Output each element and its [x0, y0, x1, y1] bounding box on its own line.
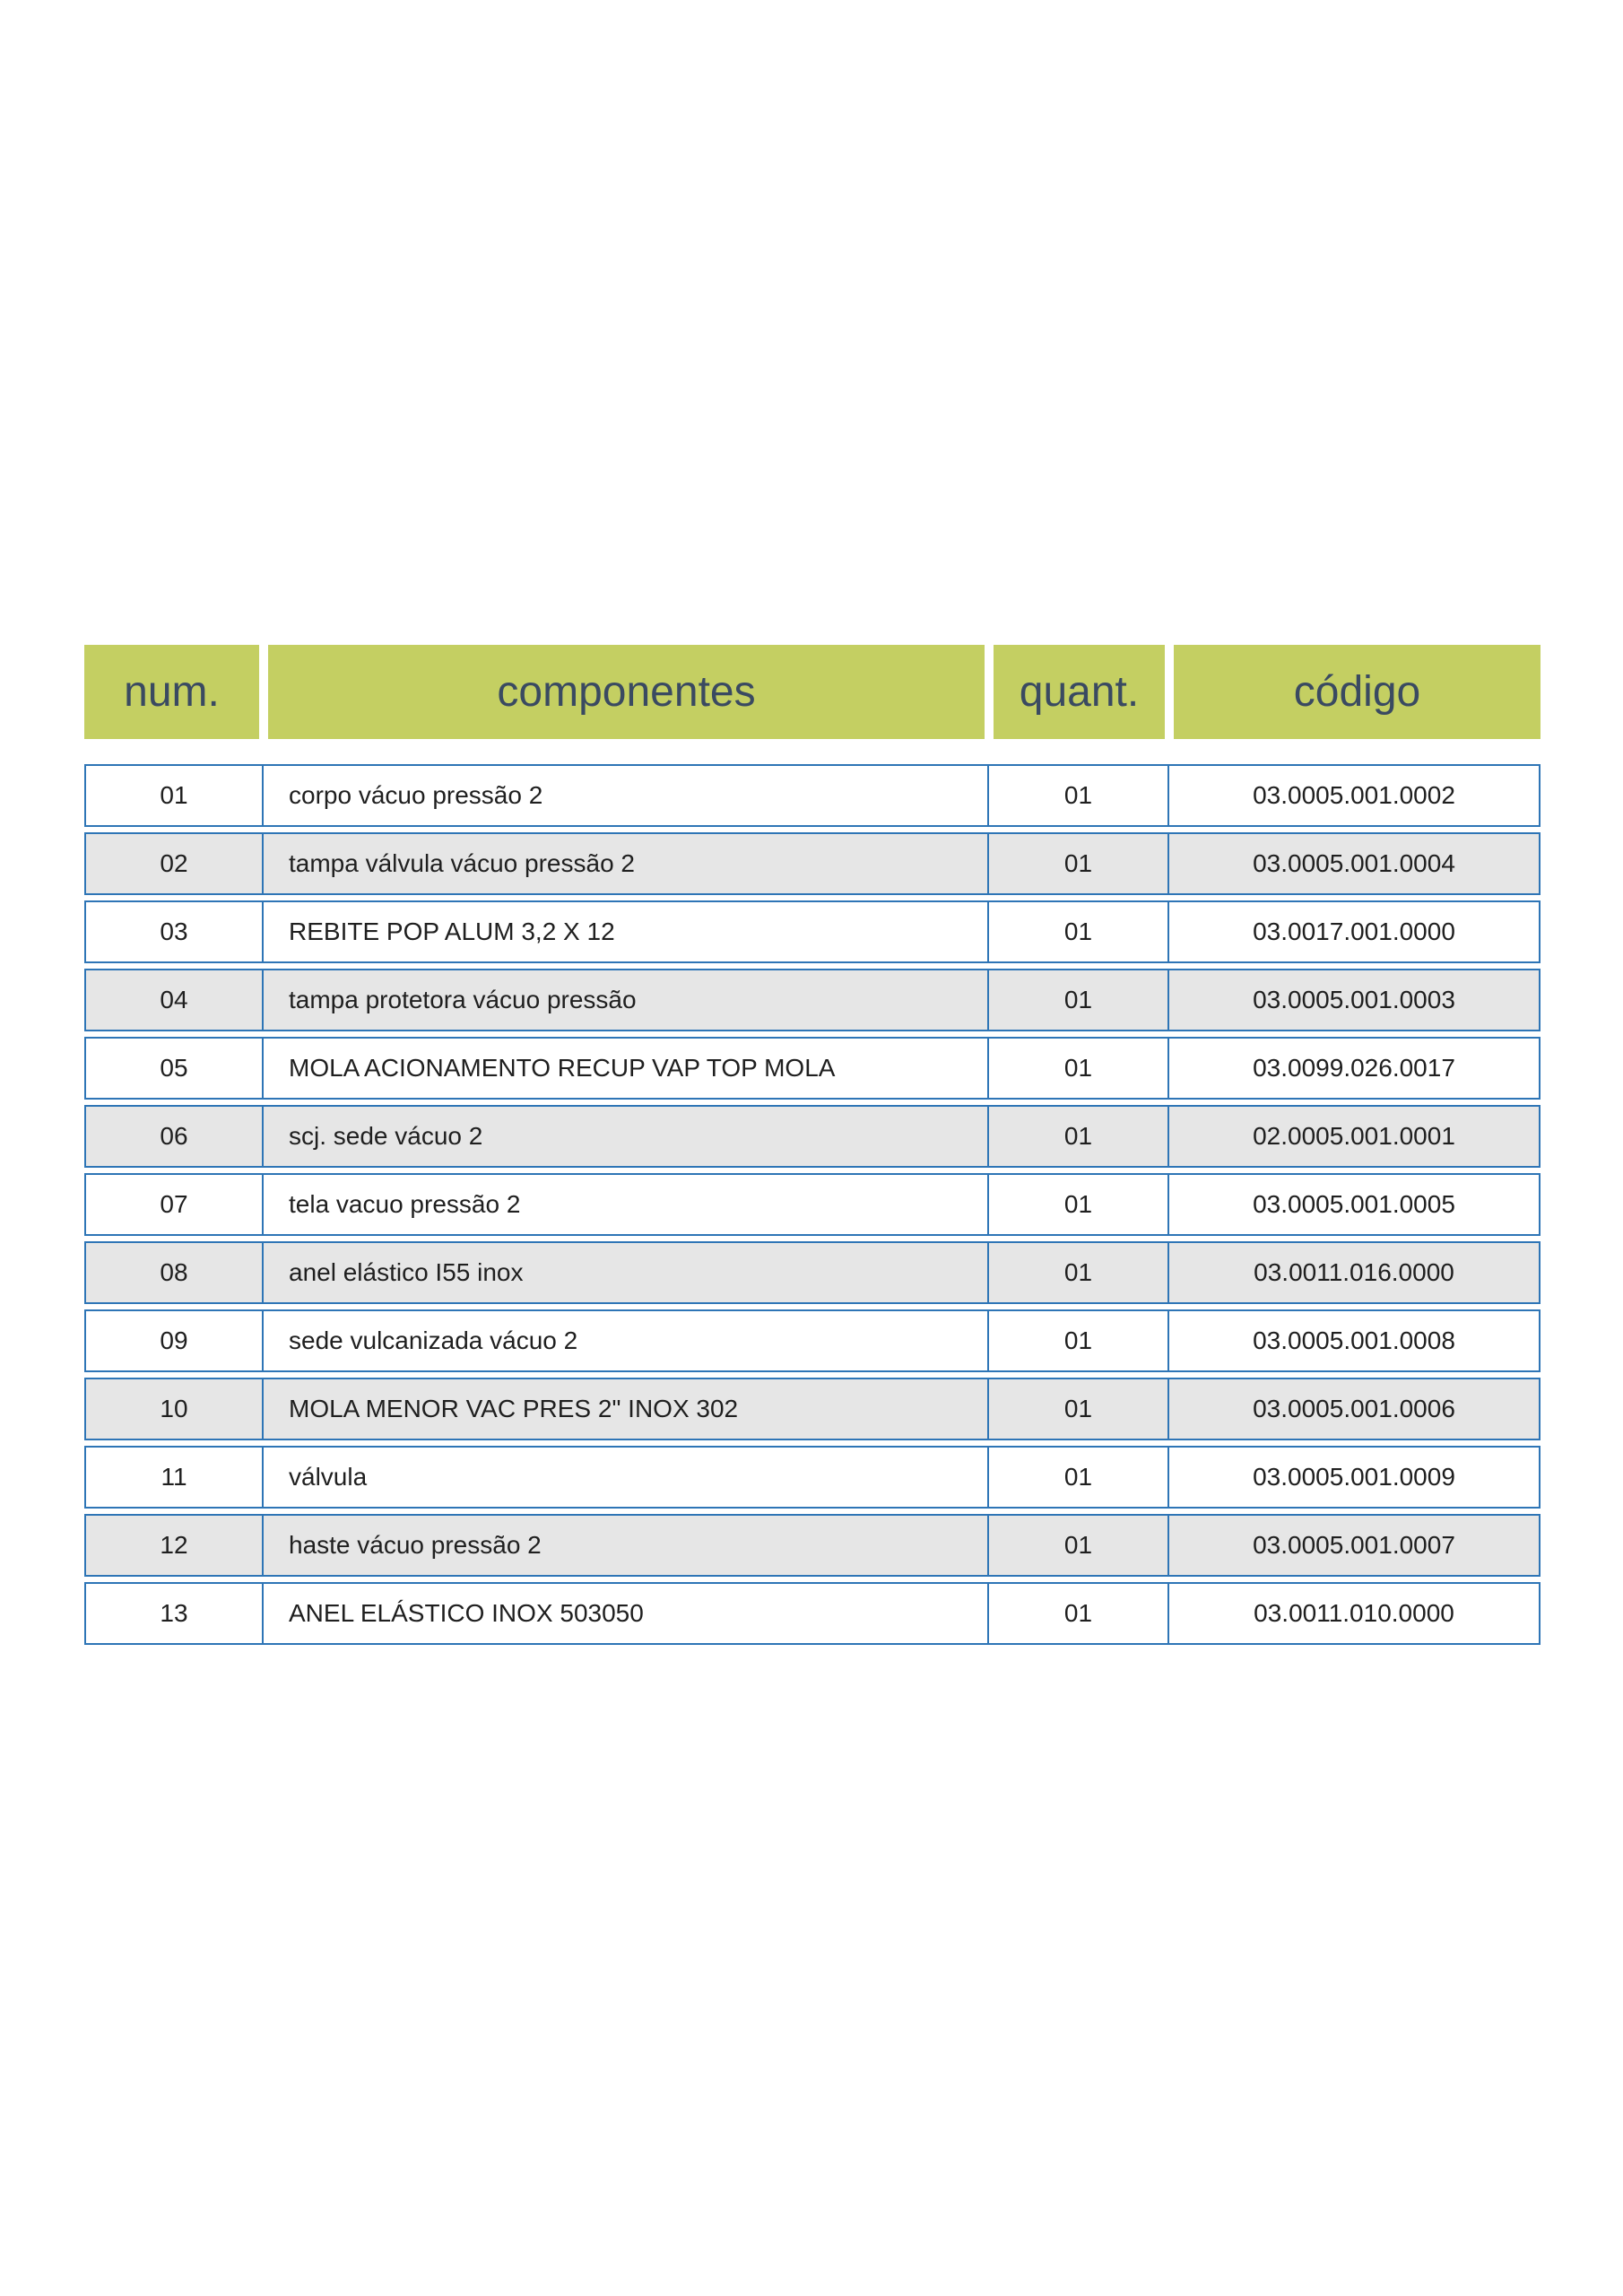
table-row: [84, 1173, 1541, 1236]
cell-num: 08: [86, 1243, 264, 1302]
cell-num: 11: [86, 1448, 264, 1507]
cell-componente: MOLA ACIONAMENTO RECUP VAP TOP MOLA: [264, 1039, 989, 1098]
cell-codigo: 02.0005.001.0001: [1253, 1122, 1455, 1150]
cell-num: 06: [86, 1107, 264, 1166]
cell-quant: 01: [989, 1516, 1169, 1575]
table-row: [84, 900, 1541, 963]
cell-componente: tampa válvula vácuo pressão 2: [264, 834, 989, 893]
cell-num: 04: [86, 970, 264, 1030]
cell-codigo: 03.0017.001.0000: [1253, 918, 1455, 945]
column-header-componentes: componentes: [268, 645, 985, 739]
cell-codigo: 03.0005.001.0003: [1253, 986, 1455, 1013]
cell-num: 07: [86, 1175, 264, 1234]
table-row: [84, 969, 1541, 1031]
cell-quant: 01: [989, 1379, 1169, 1439]
table-row: [84, 832, 1541, 895]
column-header-quant: quant.: [994, 645, 1165, 739]
cell-componente: anel elástico I55 inox: [264, 1243, 989, 1302]
cell-componente: tampa protetora vácuo pressão: [264, 970, 989, 1030]
cell-codigo: 03.0005.001.0005: [1253, 1190, 1455, 1218]
cell-quant: 01: [989, 766, 1169, 825]
table-row: [84, 1105, 1541, 1168]
column-header-num: num.: [84, 645, 259, 739]
cell-componente: haste vácuo pressão 2: [264, 1516, 989, 1575]
cell-quant: 01: [989, 834, 1169, 893]
cell-codigo: 03.0099.026.0017: [1253, 1054, 1455, 1082]
cell-componente: corpo vácuo pressão 2: [264, 766, 989, 825]
cell-componente: scj. sede vácuo 2: [264, 1107, 989, 1166]
cell-quant: 01: [989, 970, 1169, 1030]
cell-codigo: 03.0005.001.0004: [1253, 849, 1455, 877]
table-header-row: [84, 645, 1541, 739]
table-row: [84, 1446, 1541, 1509]
cell-componente: sede vulcanizada vácuo 2: [264, 1311, 989, 1370]
cell-num: 10: [86, 1379, 264, 1439]
cell-componente: REBITE POP ALUM 3,2 X 12: [264, 902, 989, 961]
cell-num: 03: [86, 902, 264, 961]
table-row: [84, 1582, 1541, 1645]
table-row: [84, 1309, 1541, 1372]
cell-quant: 01: [989, 1107, 1169, 1166]
cell-num: 13: [86, 1584, 264, 1643]
table-body: [84, 764, 1541, 1645]
cell-codigo: 03.0011.016.0000: [1254, 1258, 1454, 1286]
cell-num: 09: [86, 1311, 264, 1370]
cell-codigo: 03.0005.001.0008: [1253, 1326, 1455, 1354]
cell-quant: 01: [989, 1243, 1169, 1302]
cell-quant: 01: [989, 902, 1169, 961]
table-row: [84, 1378, 1541, 1440]
cell-quant: 01: [989, 1448, 1169, 1507]
cell-quant: 01: [989, 1584, 1169, 1643]
cell-codigo: 03.0005.001.0009: [1253, 1463, 1455, 1491]
cell-num: 05: [86, 1039, 264, 1098]
cell-codigo: 03.0005.001.0007: [1253, 1531, 1455, 1559]
cell-num: 02: [86, 834, 264, 893]
table-row: [84, 1241, 1541, 1304]
cell-componente: ANEL ELÁSTICO INOX 503050: [264, 1584, 989, 1643]
table-row: [84, 1514, 1541, 1577]
components-parts-table: [84, 645, 1541, 1645]
column-header-codigo: código: [1174, 645, 1541, 739]
cell-quant: 01: [989, 1039, 1169, 1098]
cell-componente: válvula: [264, 1448, 989, 1507]
table-row: [84, 764, 1541, 827]
cell-quant: 01: [989, 1311, 1169, 1370]
cell-componente: tela vacuo pressão 2: [264, 1175, 989, 1234]
cell-num: 12: [86, 1516, 264, 1575]
cell-codigo: 03.0005.001.0002: [1253, 781, 1455, 809]
cell-componente: MOLA MENOR VAC PRES 2" INOX 302: [264, 1379, 989, 1439]
cell-codigo: 03.0005.001.0006: [1253, 1395, 1455, 1422]
cell-quant: 01: [989, 1175, 1169, 1234]
cell-codigo: 03.0011.010.0000: [1254, 1599, 1454, 1627]
cell-num: 01: [86, 766, 264, 825]
table-row: [84, 1037, 1541, 1100]
